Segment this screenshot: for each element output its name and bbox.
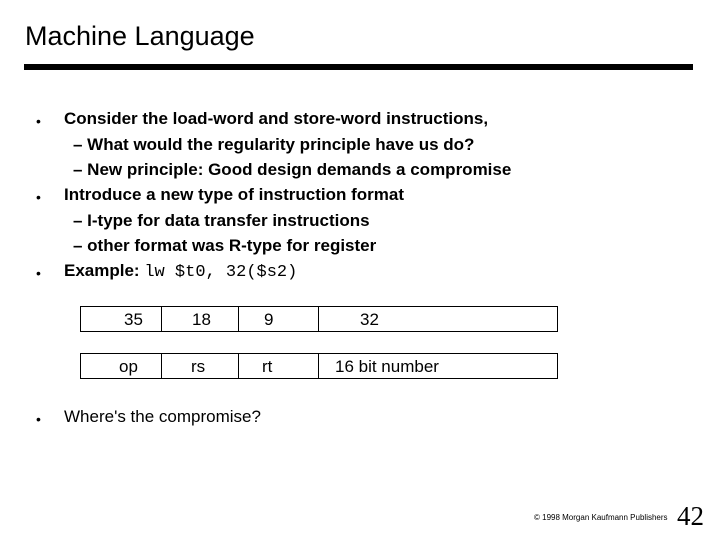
encoding-fields-box <box>80 353 558 379</box>
op-value: 35 <box>124 310 143 329</box>
field-divider <box>318 354 319 378</box>
field-divider <box>161 307 162 331</box>
rs-field-label: rs <box>191 357 206 376</box>
immediate-field-label: 16 bit number <box>335 357 439 376</box>
rs-value: 18 <box>192 310 211 329</box>
rt-field-label: rt <box>262 357 273 376</box>
sub-bullet-text: – What would the regularity principle have us do? <box>73 135 475 154</box>
footer-copyright: © 1998 Morgan Kaufmann Publishers <box>534 513 668 522</box>
bullet-marker: • <box>36 189 41 205</box>
field-divider <box>238 307 239 331</box>
bullet-text: Where's the compromise? <box>64 407 261 426</box>
bullet-marker: • <box>36 265 41 281</box>
bullet-text: Consider the load-word and store-word instructions, <box>64 109 489 128</box>
example-label: Example: <box>64 261 145 280</box>
rt-value: 9 <box>264 310 274 329</box>
immediate-value: 32 <box>360 310 379 329</box>
page-number: 42 <box>677 501 704 531</box>
field-divider <box>238 354 239 378</box>
field-divider <box>161 354 162 378</box>
bullet-marker: • <box>36 411 41 427</box>
sub-bullet-text: – other format was R-type for register <box>73 236 377 255</box>
bullet-text: Introduce a new type of instruction format <box>64 185 405 204</box>
bullet-text <box>64 258 297 286</box>
example-code: lw $t0, 32($s2) <box>144 263 298 282</box>
title-divider <box>24 64 693 70</box>
bullet-marker: • <box>36 113 41 129</box>
encoding-values-box <box>80 306 558 332</box>
sub-bullet-text: – New principle: Good design demands a compromise <box>73 160 512 179</box>
page-title: Machine Language <box>25 21 255 51</box>
field-divider <box>318 307 319 331</box>
sub-bullet-text: – I-type for data transfer instructions <box>73 211 370 230</box>
op-field-label: op <box>119 357 138 376</box>
